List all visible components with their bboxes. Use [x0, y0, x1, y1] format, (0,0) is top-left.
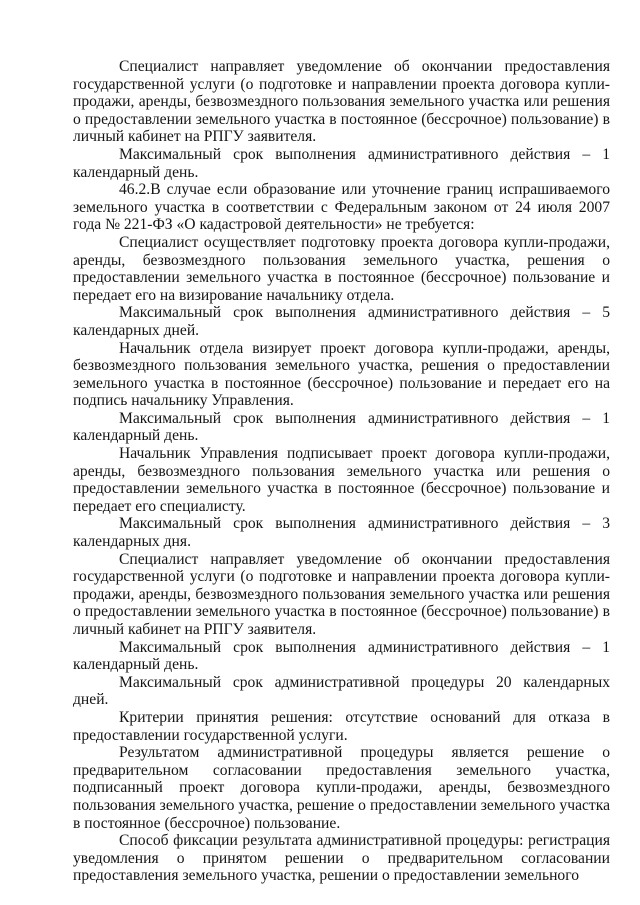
- paragraph-deadline-5-days: Максимальный срок выполнения административного действия – 5 календарных дней.: [73, 304, 610, 339]
- paragraph-result-recording-method: Способ фиксации результата административной процедуры: регистрация уведомления о принятом решении о предварительном согласовании предоставления земельного участка, решении о предоставлении земельного: [73, 832, 610, 885]
- paragraph-specialist-notification-2: Специалист направляет уведомление об окончании предоставления государственной услуги (о подготовке и направлении проекта договора купли-продажи, аренды, безвозмездного пользования земельного участка или решения о предоставлении земельного участка в постоянное (бессрочное) пользование) в личный кабинет на РПГУ заявителя.: [73, 550, 610, 638]
- paragraph-decision-criteria: Критерии принятия решения: отсутствие оснований для отказа в предоставлении государственной услуги.: [73, 708, 610, 744]
- paragraph-deadline-1-day-b: Максимальный срок выполнения административного действия – 1 календарный день.: [73, 409, 610, 445]
- paragraph-procedure-result: Результатом административной процедуры является решение о предварительном согласовании предоставления земельного участка, подписанный проект договора купли-продажи, аренды, безвозмездного пользования земельного участка, решение о предоставлении земельного участка в постоянное (бессрочное) пользование.: [73, 744, 610, 832]
- paragraph-deadline-1-day-a: Максимальный срок выполнения административного действия – 1 календарный день.: [73, 145, 610, 181]
- paragraph-deadline-1-day-c: Максимальный срок выполнения административного действия – 1 календарный день.: [73, 638, 610, 674]
- paragraph-procedure-max-term: Максимальный срок административной процедуры 20 календарных дней.: [73, 673, 610, 709]
- paragraph-section-46-2: 46.2.В случае если образование или уточнение границ испрашиваемого земельного участка в соответствии с Федеральным законом от 24 июля 2007 года № 221-ФЗ «О кадастровой деятельности» не требуется:: [73, 181, 610, 234]
- paragraph-department-head-endorses: Начальник отдела визирует проект договора купли-продажи, аренды, безвозмездного пользования земельного участка, решения о предоставлении земельного участка в постоянное (бессрочное) пользование и передает его на подпись начальнику Управления.: [73, 339, 610, 410]
- paragraph-deadline-3-days: Максимальный срок выполнения административного действия – 3 календарных дня.: [73, 515, 610, 551]
- paragraph-specialist-notification-1: Специалист направляет уведомление об окончании предоставления государственной услуги (о подготовке и направлении проекта договора купли-продажи, аренды, безвозмездного пользования земельного участка или решения о предоставлении земельного участка в постоянное (бессрочное) пользование) в личный кабинет на РПГУ заявителя.: [73, 58, 610, 146]
- paragraph-specialist-prepares-draft: Специалист осуществляет подготовку проекта договора купли-продажи, аренды, безвозмездного пользования земельного участка, решения о предоставлении земельного участка в постоянное (бессрочное) пользование и передает его на визирование начальнику отдела.: [73, 233, 610, 304]
- paragraph-directorate-head-signs: Начальник Управления подписывает проект договора купли-продажи, аренды, безвозмездного пользования земельного участка или решения о предоставлении земельного участка в постоянное (бессрочное) пользование и передает его специалисту.: [73, 445, 610, 515]
